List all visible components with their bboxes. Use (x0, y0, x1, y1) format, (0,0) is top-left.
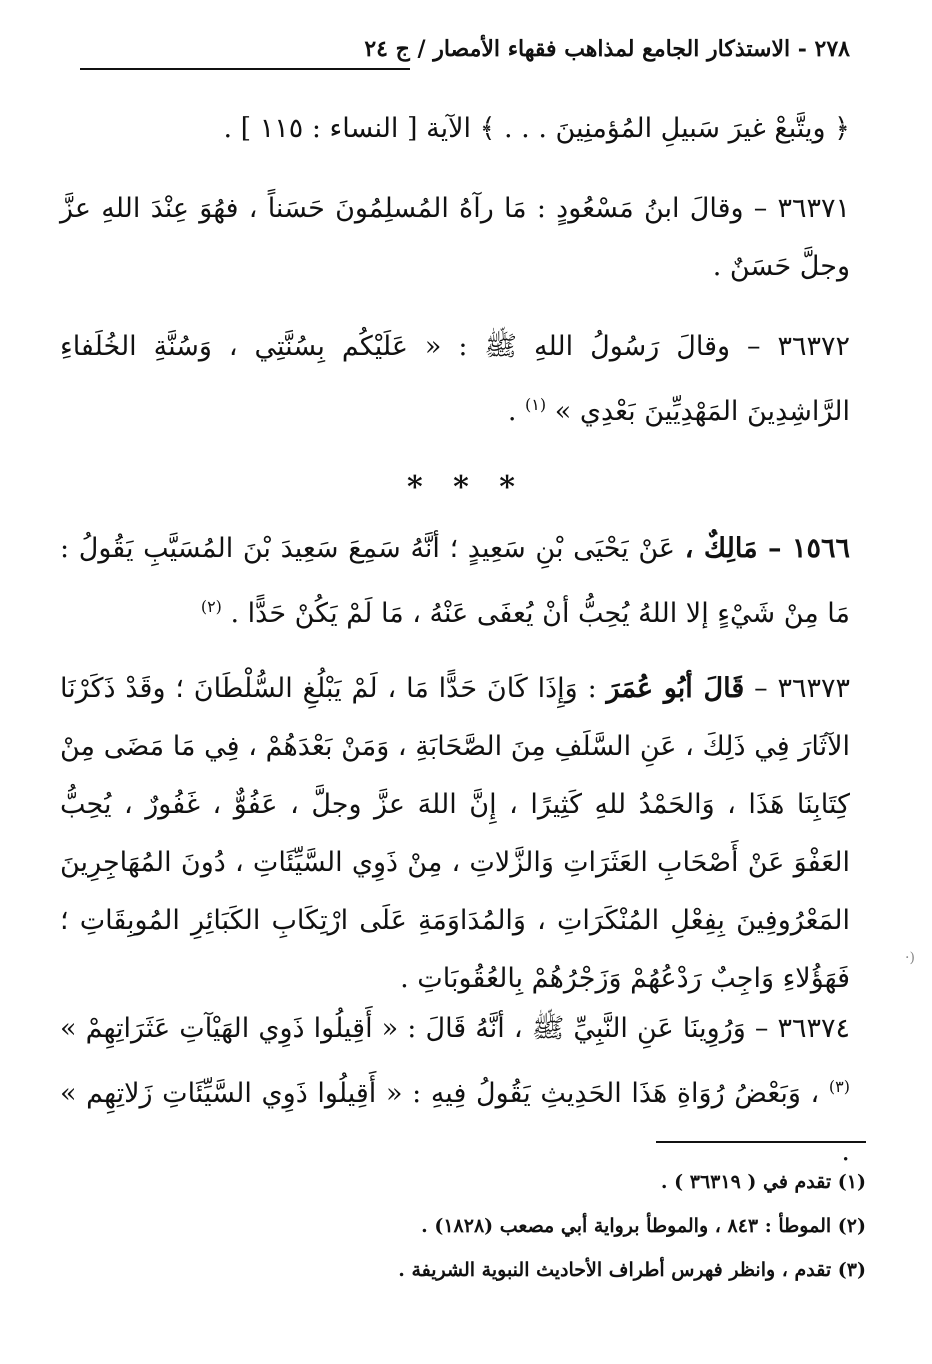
paragraph-36371 (60, 180, 850, 296)
paragraph-36371-text: ٣٦٣٧١ – وقالَ ابنُ مَسْعُودٍ : مَا رآهُ المُسلِمُونَ حَسَناً ، فهُوَ عِنْدَ اللهِ عزَّ وجلَّ حَسَنٌ . (60, 193, 850, 282)
footnotes (66, 1160, 866, 1292)
footnote-2: (٢) الموطأ : ٨٤٣ ، والموطأ برواية أبي مصعب (١٨٢٨) . (421, 1215, 866, 1237)
paragraph-36372 (60, 318, 850, 441)
footnote-ref-2[interactable]: (٢) (200, 597, 222, 616)
paragraph-36372-text: ٣٦٣٧٢ – وقالَ رَسُولُ اللهِ ﷺ : « عَلَيْكُم بِسُنَّتِي ، وَسُنَّةِ الخُلَفاءِ الرَّاشِدِينَ المَهْدِيِّينَ بَعْدِي » (60, 331, 850, 427)
paragraph-36374 (60, 1000, 850, 1181)
hadith-1566-text: عَنْ يَحْيَى بْنِ سَعِيدٍ ؛ أنَّهُ سَمِعَ سَعِيدَ بْنَ المُسَيَّبِ يَقُولُ : مَا مِنْ شَيْءٍ إلا اللهُ يُحِبُّ أنْ يُعفَى عَنْهُ ، مَا لَمْ يَكُنْ حَدًّا . (60, 533, 850, 629)
quran-verse-paragraph (60, 100, 850, 158)
footnote-3: (٣) تقدم ، وانظر فهرس أطراف الأحاديث النبوية الشريفة . (398, 1259, 866, 1281)
abu-umar-name: قَالَ أبُو عُمَرَ (606, 673, 745, 704)
margin-mark: (· (905, 950, 915, 966)
footnote-ref-1[interactable]: (١) (525, 395, 547, 414)
hadith-1566 (60, 520, 850, 643)
header-rule (80, 68, 410, 70)
footnote-1: (١) تقدم في ( ٣٦٣١٩ ) . (660, 1171, 866, 1193)
paragraph-36373-number: ٣٦٣٧٣ – (744, 673, 850, 704)
hadith-1566-number: ١٥٦٦ – مَالِكٌ ، (684, 533, 850, 564)
page-header (80, 36, 850, 84)
quran-verse-text: ﴿ ويتَّبعْ غيرَ سَبيلِ المُؤمنِينَ . . . ﴾ الآية [ النساء : ١١٥ ] . (223, 113, 850, 144)
section-separator: * * * (407, 470, 525, 505)
footnote-ref-3[interactable]: (٣) (828, 1077, 850, 1096)
running-title: ٢٧٨ - الاستذكار الجامع لمذاهب فقهاء الأمصار / ج ٢٤ (364, 36, 850, 62)
paragraph-36373-text: : وَإِذَا كَانَ حَدًّا مَا ، لَمْ يَبْلُغِ السُّلْطَانَ ؛ وقَدْ ذَكَرْنَا الآثَارَ فِي ذَلِكَ ، عَنِ السَّلَفِ مِنَ الصَّحَابَةِ ، وَمَنْ بَعْدَهُمْ ، فِي مَا مَضَى مِنْ كِتَابِنَا هَذَا ، وَالحَمْدُ للهِ كَثِيرًا ، إِنَّ اللهَ عزَّ وجلَّ ، عَفُوٌّ ، غَفُورٌ ، يُحِبُّ العَفْوَ عَنْ أَصْحَابِ العَثَرَاتِ وَالزَّلاتِ ، مِنْ ذَوِي السَّيِّئَاتِ ، دُونَ المُهَاجِرِينَ المَعْرُوفِينَ بِفِعْلِ المُنْكَرَاتِ ، وَالمُدَاوَمَةِ عَلَى ارْتِكَابِ الكَبَائِرِ المُوبِقَاتِ ؛ فَهَؤُلاءِ وَاجِبٌ رَدْعُهُمْ وَزَجْرُهُمْ بِالعُقُوبَاتِ . (60, 673, 850, 994)
paragraph-36374-end: ، وَبَعْضُ رُوَاةِ هَذَا الحَدِيثِ يَقُولُ فِيهِ : « أَقِيلُوا ذَوِي السَّيِّئَاتِ زَلاتِهِم » . (60, 1078, 850, 1167)
paragraph-36374-text: ٣٦٣٧٤ – وَرُوِينَا عَنِ النَّبِيِّ ﷺ ، أنَّهُ قَالَ : « أَقِيلُوا ذَوِي الهَيْآتِ عَثَرَاتِهِمْ » (60, 1013, 850, 1044)
paragraph-36373 (60, 660, 850, 1008)
footnote-separator (656, 1141, 866, 1143)
paragraph-36372-end: . (507, 396, 526, 427)
